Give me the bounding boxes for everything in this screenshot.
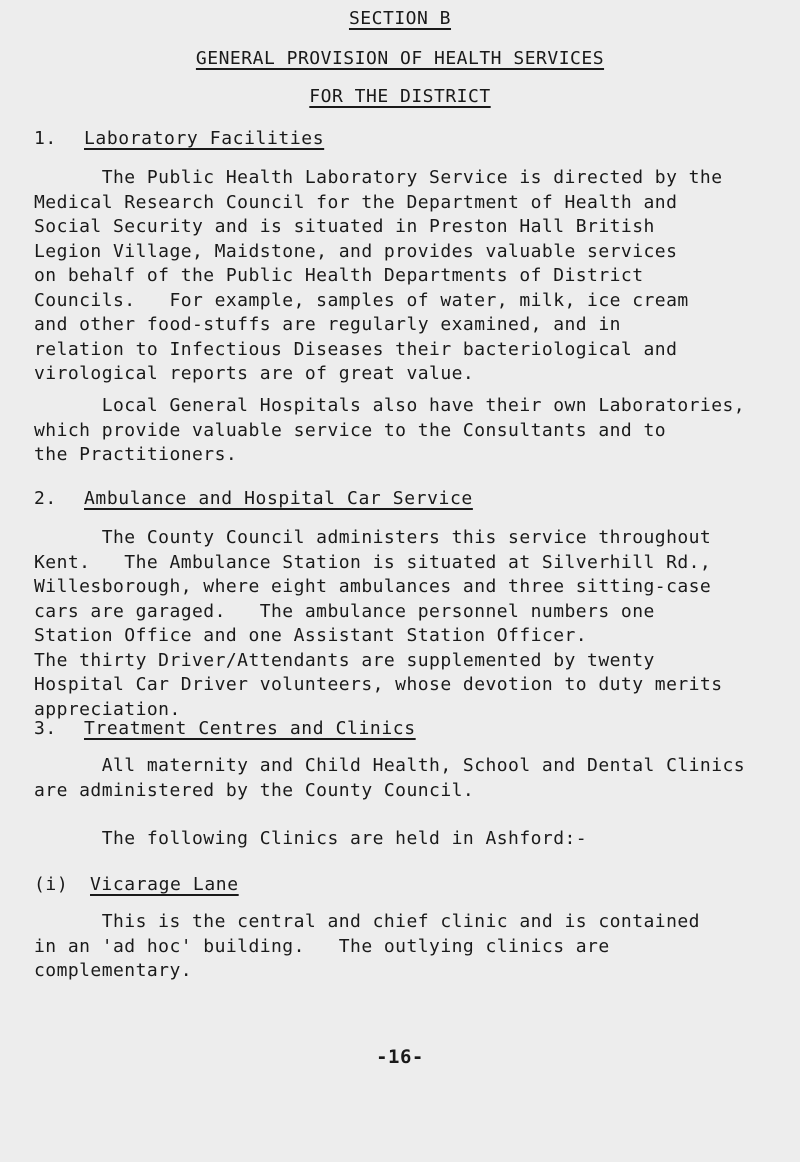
text-line: The following Clinics are held in Ashford:-	[34, 828, 588, 849]
text-line: Kent. The Ambulance Station is situated at Silverhill Rd.,	[34, 551, 712, 573]
text-line: This is the central and chief clinic and is contained	[34, 911, 700, 932]
text-line: the Practitioners.	[34, 444, 238, 465]
text-line: The thirty Driver/Attendants are supplemented by twenty	[34, 649, 655, 671]
text-line: are administered by the County Council.	[34, 779, 475, 801]
text-line: Social Security and is situated in Preston Hall British	[34, 216, 655, 237]
text-line: All maternity and Child Health, School and Dental Clinics	[34, 755, 746, 776]
section-heading-clinics: 3. Treatment Centres and Clinics	[34, 718, 416, 739]
section-label: SECTION B	[348, 8, 452, 29]
text-line: and other food-stuffs are regularly examined, and in	[34, 314, 621, 335]
document-title: GENERAL PROVISION OF HEALTH SERVICES	[195, 48, 605, 69]
paragraph-local-laboratories	[34, 394, 784, 468]
text-line: Councils. For example, samples of water, milk, ice cream	[34, 289, 689, 311]
text-line: The Public Health Laboratory Service is directed by the	[34, 167, 723, 188]
text-line: complementary.	[34, 960, 193, 981]
text-line: appreciation.	[34, 698, 181, 720]
paragraph-ashford-clinics	[34, 827, 784, 852]
text-line: cars are garaged. The ambulance personnel numbers one	[34, 600, 655, 622]
text-line: virological reports are of great value.	[34, 363, 475, 384]
text-line: which provide valuable service to the Consultants and to	[34, 419, 667, 441]
document-subtitle: FOR THE DISTRICT	[309, 86, 491, 107]
paragraph-clinic-administration	[34, 754, 784, 803]
text-line: on behalf of the Public Health Departments of District	[34, 265, 644, 286]
paragraph-ambulance-service	[34, 526, 784, 722]
section-heading-ambulance: 2. Ambulance and Hospital Car Service	[34, 488, 473, 509]
section-heading-laboratory: 1. Laboratory Facilities	[34, 128, 325, 149]
text-line: relation to Infectious Diseases their bacteriological and	[34, 338, 678, 360]
text-line: Legion Village, Maidstone, and provides valuable services	[34, 240, 678, 262]
page-number: -16-	[376, 1046, 424, 1068]
text-line: in an 'ad hoc' building. The outlying clinics are	[34, 935, 610, 957]
text-line: Local General Hospitals also have their own Laboratories,	[34, 395, 746, 416]
subsection-heading-vicarage-lane: (i) Vicarage Lane	[34, 874, 239, 895]
text-line: Medical Research Council for the Department of Health and	[34, 191, 678, 213]
text-line: Willesborough, where eight ambulances and three sitting-case	[34, 576, 712, 597]
text-line: Station Office and one Assistant Station Officer.	[34, 625, 588, 646]
paragraph-vicarage-lane	[34, 910, 784, 984]
paragraph-laboratory-service	[34, 166, 784, 387]
text-line: Hospital Car Driver volunteers, whose devotion to duty merits	[34, 674, 723, 695]
text-line: The County Council administers this service throughout	[34, 527, 712, 548]
